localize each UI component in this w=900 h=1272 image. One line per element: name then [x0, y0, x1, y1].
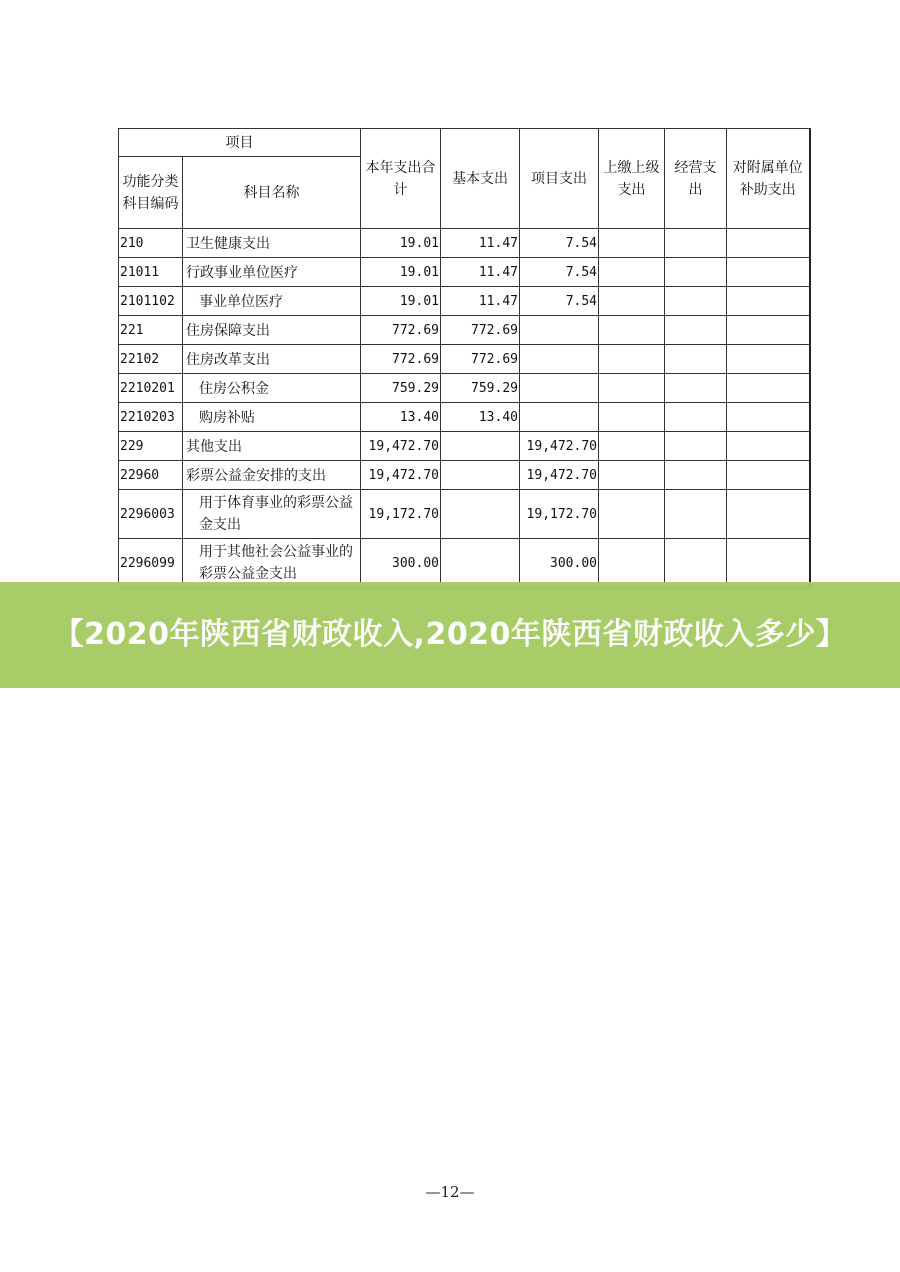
header-project-expenditure: 项目支出	[520, 129, 599, 229]
subsidy-cell	[727, 374, 810, 403]
operating-cell	[665, 316, 727, 345]
budget-expenditure-table	[118, 128, 811, 588]
code-cell: 210	[119, 229, 183, 258]
table-row	[119, 345, 810, 374]
name-cell: 用于体育事业的彩票公益金支出	[183, 490, 361, 539]
operating-cell	[665, 345, 727, 374]
table-row	[119, 490, 810, 539]
total-cell: 13.40	[361, 403, 441, 432]
code-cell: 221	[119, 316, 183, 345]
total-cell: 19.01	[361, 258, 441, 287]
subsidy-cell	[727, 229, 810, 258]
operating-cell	[665, 490, 727, 539]
table-row	[119, 461, 810, 490]
name-cell: 用于其他社会公益事业的彩票公益金支出	[183, 539, 361, 588]
table-row	[119, 403, 810, 432]
name-cell: 住房改革支出	[183, 345, 361, 374]
total-cell: 19.01	[361, 229, 441, 258]
code-cell: 2210203	[119, 403, 183, 432]
operating-cell	[665, 258, 727, 287]
code-cell: 2210201	[119, 374, 183, 403]
upper-cell	[599, 258, 665, 287]
header-row-top	[119, 129, 810, 157]
operating-cell	[665, 287, 727, 316]
code-cell: 22102	[119, 345, 183, 374]
project-cell: 19,172.70	[520, 490, 599, 539]
subsidy-cell	[727, 461, 810, 490]
table-row	[119, 316, 810, 345]
basic-cell: 11.47	[441, 258, 520, 287]
project-cell: 7.54	[520, 258, 599, 287]
basic-cell	[441, 539, 520, 588]
code-cell: 229	[119, 432, 183, 461]
basic-cell: 759.29	[441, 374, 520, 403]
name-cell: 行政事业单位医疗	[183, 258, 361, 287]
operating-cell	[665, 374, 727, 403]
name-cell: 购房补贴	[183, 403, 361, 432]
subsidy-cell	[727, 403, 810, 432]
name-cell: 住房保障支出	[183, 316, 361, 345]
table-row	[119, 229, 810, 258]
operating-cell	[665, 403, 727, 432]
project-cell	[520, 316, 599, 345]
table-row	[119, 374, 810, 403]
code-cell: 2296099	[119, 539, 183, 588]
code-cell: 2296003	[119, 490, 183, 539]
subsidy-cell	[727, 432, 810, 461]
table-row	[119, 287, 810, 316]
header-basic: 基本支出	[441, 129, 520, 229]
upper-cell	[599, 374, 665, 403]
total-cell: 772.69	[361, 316, 441, 345]
upper-cell	[599, 229, 665, 258]
basic-cell: 772.69	[441, 345, 520, 374]
upper-cell	[599, 345, 665, 374]
project-cell	[520, 345, 599, 374]
total-cell: 19,472.70	[361, 461, 441, 490]
upper-cell	[599, 490, 665, 539]
project-cell	[520, 374, 599, 403]
header-total: 本年支出合计	[361, 129, 441, 229]
basic-cell: 11.47	[441, 229, 520, 258]
upper-cell	[599, 539, 665, 588]
code-cell: 2101102	[119, 287, 183, 316]
name-cell: 彩票公益金安排的支出	[183, 461, 361, 490]
total-cell: 19,472.70	[361, 432, 441, 461]
header-upper-payment: 上缴上级支出	[599, 129, 665, 229]
project-cell: 19,472.70	[520, 432, 599, 461]
basic-cell	[441, 461, 520, 490]
total-cell: 300.00	[361, 539, 441, 588]
upper-cell	[599, 287, 665, 316]
name-cell: 其他支出	[183, 432, 361, 461]
total-cell: 772.69	[361, 345, 441, 374]
project-cell	[520, 403, 599, 432]
code-cell: 21011	[119, 258, 183, 287]
title-banner	[0, 582, 900, 688]
total-cell: 19,172.70	[361, 490, 441, 539]
table-row	[119, 539, 810, 588]
page-number: —12—	[425, 1183, 475, 1201]
operating-cell	[665, 229, 727, 258]
upper-cell	[599, 461, 665, 490]
header-project: 项目	[119, 129, 361, 157]
subsidy-cell	[727, 539, 810, 588]
subsidy-cell	[727, 287, 810, 316]
header-operating: 经营支出	[665, 129, 727, 229]
project-cell: 7.54	[520, 287, 599, 316]
basic-cell	[441, 490, 520, 539]
total-cell: 19.01	[361, 287, 441, 316]
code-cell: 22960	[119, 461, 183, 490]
table-row	[119, 432, 810, 461]
subsidy-cell	[727, 316, 810, 345]
header-subject-name: 科目名称	[183, 157, 361, 229]
table-row	[119, 258, 810, 287]
subsidy-cell	[727, 258, 810, 287]
name-cell: 事业单位医疗	[183, 287, 361, 316]
name-cell: 卫生健康支出	[183, 229, 361, 258]
basic-cell: 11.47	[441, 287, 520, 316]
upper-cell	[599, 403, 665, 432]
basic-cell: 13.40	[441, 403, 520, 432]
header-subsidy: 对附属单位补助支出	[727, 129, 810, 229]
banner-title: 【2020年陕西省财政收入,2020年陕西省财政收入多少】	[53, 617, 847, 652]
upper-cell	[599, 432, 665, 461]
project-cell: 19,472.70	[520, 461, 599, 490]
basic-cell	[441, 432, 520, 461]
subsidy-cell	[727, 345, 810, 374]
header-func-code: 功能分类科目编码	[119, 157, 183, 229]
project-cell: 300.00	[520, 539, 599, 588]
project-cell: 7.54	[520, 229, 599, 258]
operating-cell	[665, 461, 727, 490]
subsidy-cell	[727, 490, 810, 539]
total-cell: 759.29	[361, 374, 441, 403]
operating-cell	[665, 539, 727, 588]
basic-cell: 772.69	[441, 316, 520, 345]
operating-cell	[665, 432, 727, 461]
name-cell: 住房公积金	[183, 374, 361, 403]
upper-cell	[599, 316, 665, 345]
